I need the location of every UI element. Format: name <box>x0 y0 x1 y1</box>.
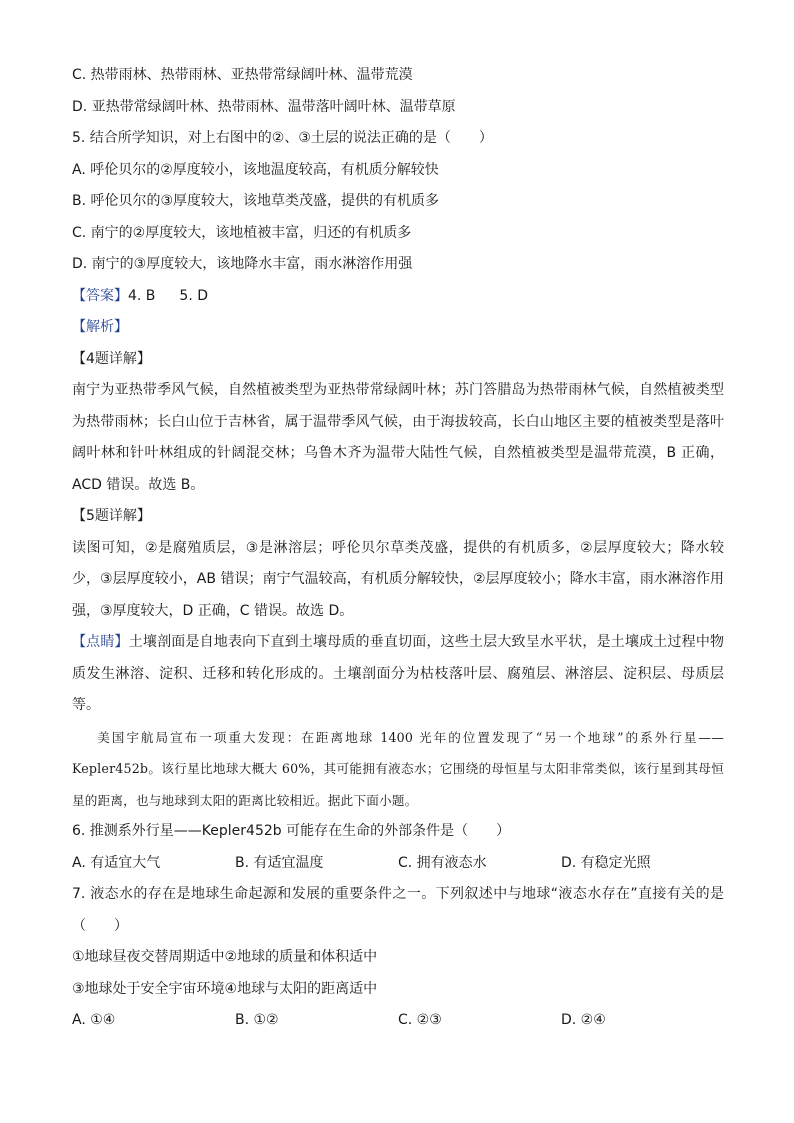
q6-stem: 6. 推测系外行星——Kepler452b 可能存在生命的外部条件是（ ） <box>72 823 511 839</box>
q5-stem: 5. 结合所学知识，对上右图中的②、③土层的说法正确的是（ ） <box>72 130 493 146</box>
q5-detail-text: 读图可知，②是腐殖质层，③是淋溶层；呼伦贝尔草类茂盛，提供的有机质多，②层厚度较大；降水较少，③层厚度较小，AB 错误；南宁气温较高，有机质分解较快，②层厚度较小；降水丰富，雨水淋溶作用强，③厚度较大，D 正确，C 错误。故选 D。 <box>72 539 724 619</box>
q7-option-a: A. ①④ <box>72 1012 116 1028</box>
q6-option-b: B. 有适宜温度 <box>235 854 324 871</box>
q5-detail-heading: 【5题详解】 <box>72 508 151 524</box>
reading-passage: 美国宇航局宣布一项重大发现：在距离地球 1400 光年的位置发现了“另一个地球”的系外行星——Kepler452b。该行星比地球大概大 60%，其可能拥有液态水；它围绕的母恒星与太阳非常类似，该行星到其母恒星的距离，也与地球到太阳的距离比较相近。据此下面小题。 <box>72 729 724 808</box>
q7-option-c: C. ②③ <box>398 1012 442 1028</box>
q4-option-d: D. 亚热带常绿阔叶林、热带雨林、温带落叶阔叶林、温带草原 <box>72 98 456 115</box>
document-page <box>72 60 724 1037</box>
tip-paragraph <box>72 627 724 722</box>
q5-option-c: C. 南宁的②厚度较大，该地植被丰富，归还的有机质多 <box>72 224 412 241</box>
q7-options <box>72 1005 724 1037</box>
tip-heading: 【点睛】 <box>72 634 129 650</box>
q7-stem: 7. 液态水的存在是地球生命起源和发展的重要条件之一。下列叙述中与地球“液态水存在”直接有关的是（ ） <box>72 886 724 934</box>
q4-detail-heading: 【4题详解】 <box>72 350 151 367</box>
q6-option-d: D. 有稳定光照 <box>561 854 651 871</box>
q5-option-b: B. 呼伦贝尔的③厚度较大，该地草类茂盛，提供的有机质多 <box>72 193 440 209</box>
q5-option-d: D. 南宁的③厚度较大，该地降水丰富，雨水淋溶作用强 <box>72 256 413 272</box>
analysis-label: 【解析】 <box>72 319 128 335</box>
tip-text: 土壤剖面是自地表向下直到土壤母质的垂直切面，这些土层大致呈水平状，是土壤成土过程中物质发生淋溶、淀积、迁移和转化形成的。土壤剖面分为枯枝落叶层、腐殖层、淋溶层、淀积层、母质层等。 <box>72 634 725 713</box>
answer-line <box>72 281 724 313</box>
answer-label: 【答案】 <box>72 287 128 304</box>
q6-option-a: A. 有适宜大气 <box>72 854 161 871</box>
answer-q5: 5. D <box>179 287 209 304</box>
q7-statements-2: ③地球处于安全宇宙环境④地球与太阳的距离适中 <box>72 980 378 997</box>
q6-options <box>72 848 724 880</box>
q7-option-d: D. ②④ <box>561 1012 606 1028</box>
answer-q4: 4. B <box>128 287 156 304</box>
q5-option-a: A. 呼伦贝尔的②厚度较小，该地温度较高，有机质分解较快 <box>72 161 439 178</box>
q7-statements-1: ①地球昼夜交替周期适中②地球的质量和体积适中 <box>72 949 378 965</box>
q4-detail-text: 南宁为亚热带季风气候，自然植被类型为亚热带常绿阔叶林；苏门答腊岛为热带雨林气候，自然植被类型为热带雨林；长白山位于吉林省，属于温带季风气候，由于海拔较高，长白山地区主要的植被类型是落叶阔叶林和针叶林组成的针阔混交林；乌鲁木齐为温带大陆性气候，自然植被类型是温带荒漠，B 正确，ACD 错误。故选 B。 <box>72 382 724 493</box>
q7-option-b: B. ①② <box>235 1012 279 1028</box>
q4-option-c: C. 热带雨林、热带雨林、亚热带常绿阔叶林、温带荒漠 <box>72 67 413 83</box>
q6-option-c: C. 拥有液态水 <box>398 854 487 871</box>
